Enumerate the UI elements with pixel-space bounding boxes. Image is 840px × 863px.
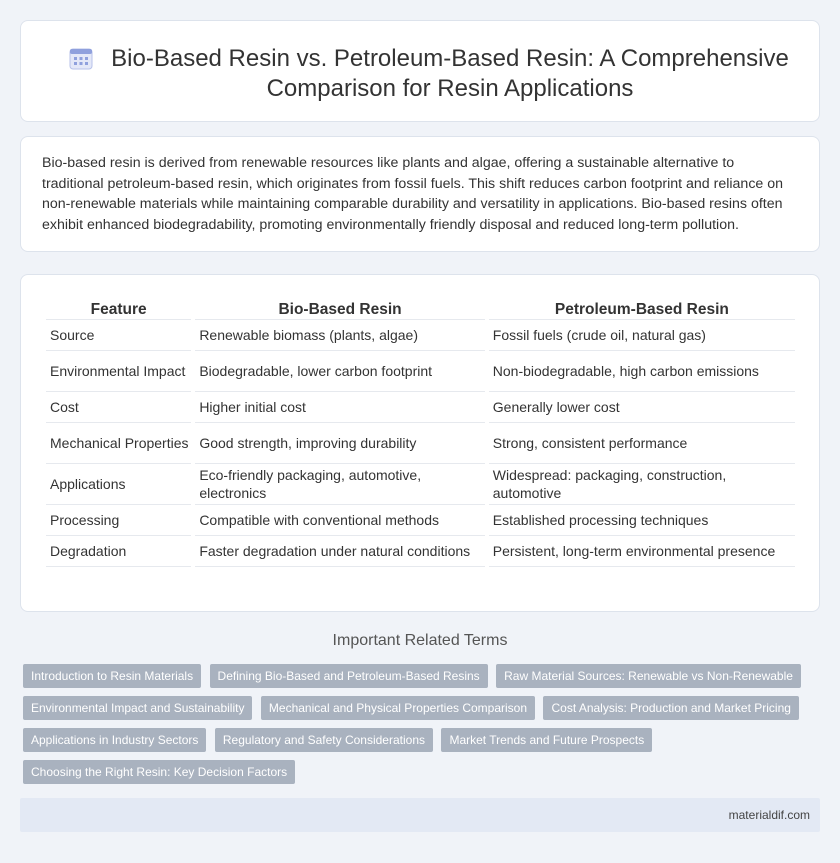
term-tag[interactable]: Mechanical and Physical Properties Comparison — [261, 696, 535, 720]
table-cell: Widespread: packaging, construction, automotive — [489, 464, 795, 505]
term-tag[interactable]: Applications in Industry Sectors — [23, 728, 206, 752]
table-cell: Established processing techniques — [489, 505, 795, 536]
comparison-table — [42, 296, 799, 567]
footer-site-link[interactable]: materialdif.com — [728, 808, 810, 822]
table-cell: Environmental Impact — [46, 351, 191, 392]
table-cell: Eco-friendly packaging, automotive, electronics — [195, 464, 484, 505]
table-cell: Faster degradation under natural conditions — [195, 536, 484, 567]
table-cell: Non-biodegradable, high carbon emissions — [489, 351, 795, 392]
term-tag[interactable]: Introduction to Resin Materials — [23, 664, 201, 688]
table-cell: Biodegradable, lower carbon footprint — [195, 351, 484, 392]
intro-card — [20, 136, 820, 252]
table-row — [46, 464, 795, 505]
table-cell: Source — [46, 320, 191, 351]
table-cell: Mechanical Properties — [46, 423, 191, 464]
table-row — [46, 392, 795, 423]
header-feature: Feature — [46, 296, 191, 320]
table-cell: Good strength, improving durability — [195, 423, 484, 464]
intro-paragraph: Bio-based resin is derived from renewable resources like plants and algae, offering a sustainable alternative to traditional petroleum-based resin, which originates from fossil fuels. This shift reduces carbon footprint and reliance on non-renewable materials while maintaining comparable durability and versatility in applications. Bio-based resins often exhibit enhanced biodegradability, promoting environmentally friendly disposal and reduced long-term pollution. — [42, 155, 784, 233]
table-cell: Degradation — [46, 536, 191, 567]
table-cell: Higher initial cost — [195, 392, 484, 423]
term-tag[interactable]: Market Trends and Future Prospects — [441, 728, 652, 752]
related-terms-list — [23, 664, 813, 792]
term-tag[interactable]: Regulatory and Safety Considerations — [215, 728, 433, 752]
table-row — [46, 505, 795, 536]
term-tag[interactable]: Raw Material Sources: Renewable vs Non-Renewable — [496, 664, 801, 688]
table-cell: Fossil fuels (crude oil, natural gas) — [489, 320, 795, 351]
table-cell: Cost — [46, 392, 191, 423]
term-tag[interactable]: Defining Bio-Based and Petroleum-Based Resins — [210, 664, 488, 688]
table-cell: Applications — [46, 464, 191, 505]
table-row — [46, 320, 795, 351]
table-cell: Persistent, long-term environmental presence — [489, 536, 795, 567]
table-cell: Renewable biomass (plants, algae) — [195, 320, 484, 351]
table-cell: Generally lower cost — [489, 392, 795, 423]
title-card — [20, 20, 820, 122]
term-tag[interactable]: Environmental Impact and Sustainability — [23, 696, 252, 720]
table-cell: Strong, consistent performance — [489, 423, 795, 464]
table-row — [46, 536, 795, 567]
table-row — [46, 423, 795, 464]
related-terms-heading: Important Related Terms — [332, 632, 508, 649]
table-row — [46, 351, 795, 392]
comparison-table-card — [20, 274, 820, 612]
term-tag[interactable]: Choosing the Right Resin: Key Decision Factors — [23, 760, 295, 784]
term-tag[interactable]: Cost Analysis: Production and Market Pricing — [543, 696, 798, 720]
header-bio-based: Bio-Based Resin — [195, 296, 484, 320]
table-header-row — [46, 296, 795, 320]
footer — [20, 798, 820, 832]
header-petroleum-based: Petroleum-Based Resin — [489, 296, 795, 320]
page-title: Bio-Based Resin vs. Petroleum-Based Resin: A Comprehensive Comparison for Resin Applications — [111, 45, 789, 102]
table-cell: Processing — [46, 505, 191, 536]
table-cell: Compatible with conventional methods — [195, 505, 484, 536]
